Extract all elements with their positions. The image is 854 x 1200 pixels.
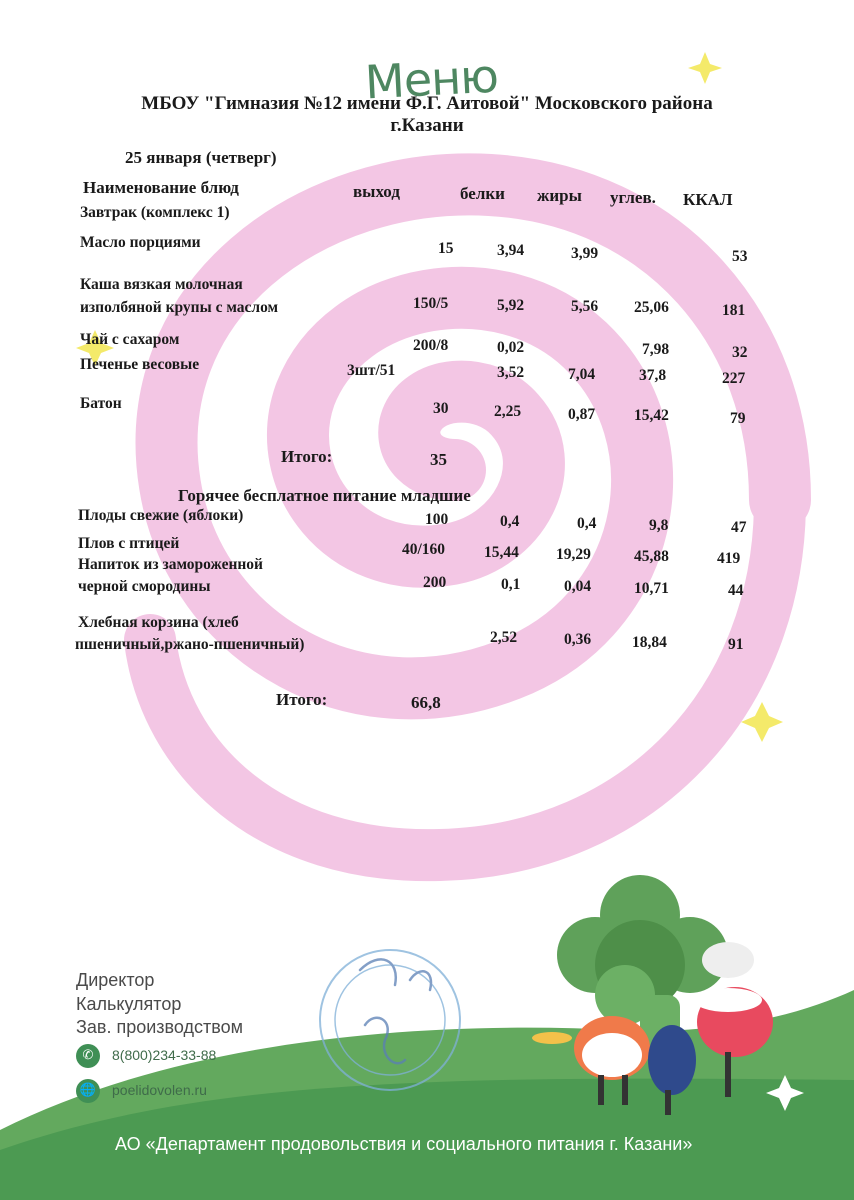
dish-fats: 5,56 (571, 298, 599, 315)
school-name: МБОУ "Гимназия №12 имени Ф.Г. Аитовой" Московского района (141, 93, 713, 114)
dish-output: 200/8 (413, 337, 449, 354)
breakfast-total-label: Итого: (281, 447, 333, 466)
dish-output: 30 (433, 400, 449, 417)
dish-name: Масло порциями (80, 234, 201, 251)
dish-output: 3шт/51 (347, 362, 396, 379)
dish-fats: 0,87 (568, 406, 596, 423)
dish-kcal: 181 (722, 302, 746, 319)
dish-fats: 3,99 (571, 245, 599, 262)
dish-name: Напиток из замороженной (78, 556, 263, 573)
contact-website[interactable]: poelidovolen.ru (112, 1082, 207, 1098)
dish-carbs: 10,71 (634, 580, 669, 597)
dish-carbs: 37,8 (639, 367, 667, 384)
dish-name: Хлебная корзина (хлеб (78, 614, 239, 631)
col-fats-header: жиры (537, 186, 582, 205)
menu-date: 25 января (четверг) (125, 148, 277, 167)
footer-company-name: АО «Департамент продовольствия и социального питания г. Казани» (115, 1134, 693, 1154)
dish-kcal: 44 (728, 582, 744, 599)
dish-carbs: 7,98 (642, 341, 670, 358)
dish-proteins: 0,1 (501, 576, 521, 593)
city-name: г.Казани (390, 115, 464, 136)
dish-carbs: 18,84 (632, 634, 667, 651)
col-output-header: выход (353, 182, 400, 201)
dish-fats: 19,29 (556, 546, 591, 563)
dish-proteins: 0,4 (500, 513, 520, 530)
dish-name: Печенье весовые (80, 356, 200, 373)
dish-fats: 0,4 (577, 515, 597, 532)
signature-director: Директор (76, 970, 155, 990)
col-name-header: Наименование блюд (83, 178, 239, 197)
dish-carbs: 15,42 (634, 407, 669, 424)
dish-output: 40/160 (402, 541, 446, 558)
dish-kcal: 227 (722, 370, 746, 387)
breakfast-total-value: 35 (430, 450, 447, 469)
dish-proteins: 2,52 (490, 629, 518, 646)
dish-carbs: 45,88 (634, 548, 669, 565)
dish-kcal: 32 (732, 344, 748, 361)
dish-kcal: 91 (728, 636, 744, 653)
dish-output: 15 (438, 240, 454, 257)
dish-name: Плоды свежие (яблоки) (78, 507, 244, 524)
dish-fats: 0,36 (564, 631, 592, 648)
dish-carbs: 9,8 (649, 517, 669, 534)
lunch-total-value: 66,8 (411, 693, 441, 712)
dish-kcal: 47 (731, 519, 747, 536)
dish-output: 150/5 (413, 295, 449, 312)
dish-proteins: 15,44 (484, 544, 519, 561)
dish-name-cont: изполбяной крупы с маслом (80, 299, 279, 316)
dish-output: 200 (423, 574, 447, 591)
dish-name: Плов с птицей (78, 535, 180, 552)
signature-production: Зав. производством (76, 1017, 243, 1037)
lunch-section-title: Горячее бесплатное питание младшие (178, 486, 471, 505)
dish-name-cont: черной смородины (78, 578, 211, 595)
dish-kcal: 53 (732, 248, 748, 265)
globe-icon: 🌐 (76, 1079, 100, 1103)
contact-phone[interactable]: 8(800)234-33-88 (112, 1047, 217, 1063)
col-carbs-header: углев. (610, 188, 656, 207)
col-proteins-header: белки (460, 184, 505, 203)
dish-carbs: 25,06 (634, 299, 669, 316)
menu-logo: Меню (363, 48, 500, 110)
dish-name-cont: пшеничный,ржано-пшеничный) (75, 636, 305, 653)
breakfast-section-title: Завтрак (комплекс 1) (80, 204, 230, 221)
dish-fats: 0,04 (564, 578, 592, 595)
dish-name: Батон (80, 395, 122, 412)
dish-kcal: 79 (730, 410, 746, 427)
dish-proteins: 0,02 (497, 339, 525, 356)
dish-proteins: 3,94 (497, 242, 525, 259)
lunch-total-label: Итого: (276, 690, 328, 709)
col-kcal-header: ККАЛ (683, 190, 733, 209)
dish-output: 100 (425, 511, 449, 528)
dish-name: Чай с сахаром (80, 331, 180, 348)
dish-proteins: 2,25 (494, 403, 522, 420)
dish-proteins: 3,52 (497, 364, 525, 381)
dish-proteins: 5,92 (497, 297, 525, 314)
signature-calculator: Калькулятор (76, 994, 182, 1014)
dish-kcal: 419 (717, 550, 741, 567)
phone-icon: ✆ (76, 1044, 100, 1068)
dish-name: Каша вязкая молочная (80, 276, 243, 293)
dish-fats: 7,04 (568, 366, 596, 383)
